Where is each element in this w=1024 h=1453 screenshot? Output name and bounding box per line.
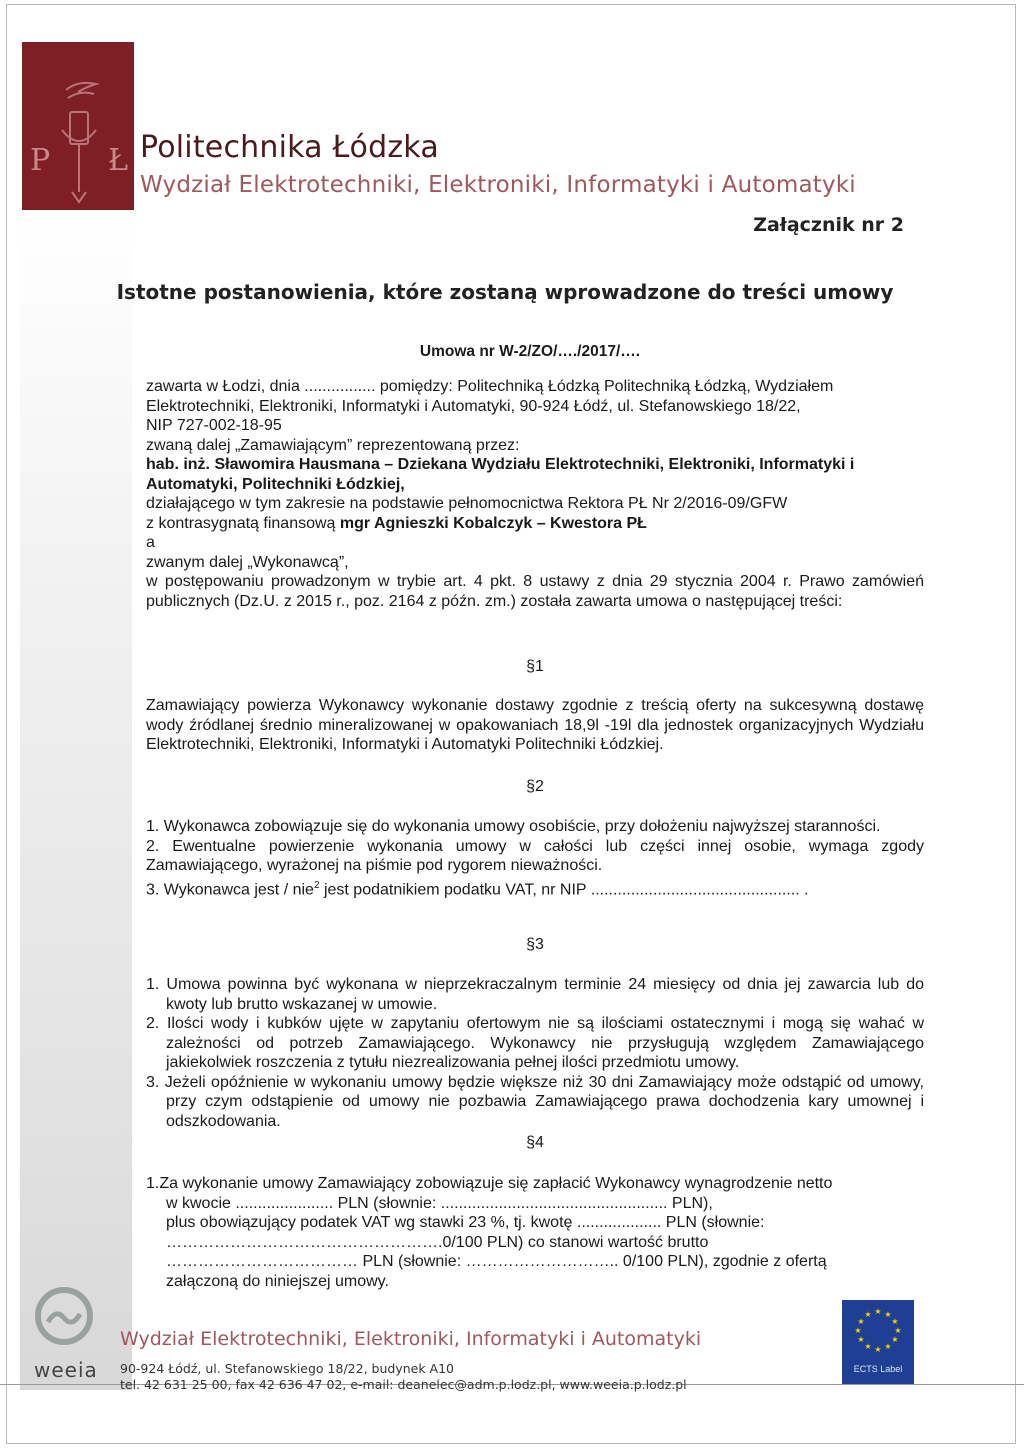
university-logo: [22, 42, 134, 210]
section-2-list: [146, 817, 924, 899]
section-2-item-2: 2. Ewentualne powierzenie wykonania umowy w całości lub części innej osobie, wymaga zgody Zamawiającego, wyrażonej na piśmie pod rygorem nieważności.: [146, 837, 924, 874]
section-3-item-3: 3. Jeżeli opóźnienie w wykonaniu umowy będzie większe niż 30 dni Zamawiający może odstąpić od umowy, przy czym odstąpienie od umowy nie pozbawia Zamawiającego prawa dochodzenia kary umownej i odszkodowania.: [146, 1073, 924, 1130]
footnote-marker: 2: [313, 879, 320, 891]
svg-text:★: ★: [894, 1326, 902, 1335]
ects-label-text: ECTS Label: [853, 1364, 903, 1374]
contract-intro: [146, 377, 924, 611]
svg-text:★: ★: [854, 1326, 862, 1335]
section-4-line-2: w kwocie ...................... PLN (słownie: ................................................... PLN),: [166, 1194, 713, 1212]
attachment-label: Załącznik nr 2: [753, 214, 904, 236]
svg-text:★: ★: [891, 1335, 899, 1344]
section-3-list: [146, 975, 924, 1131]
svg-text:★: ★: [864, 1342, 872, 1351]
footer-faculty: Wydział Elektrotechniki, Elektroniki, Informatyki i Automatyki: [120, 1328, 702, 1350]
countersign-name: mgr Agnieszki Kobalczyk – Kwestora PŁ: [339, 514, 647, 532]
section-4-line-6: załączoną do niniejszej umowy.: [166, 1272, 389, 1290]
section-1-text: Zamawiający powierza Wykonawcy wykonanie dostawy zgodnie z treścią oferty na sukcesywną dostawę wody źródlanej średnio mineralizowanej w opakowaniach 18,9l -19l dla jednostek organizacyjnych Wydziału Elektrotechniki, Elektroniki, Informatyki i Automatyki Politechniki Łódzkiej.: [146, 697, 924, 753]
svg-text:P: P: [30, 143, 51, 178]
faculty-name: Wydział Elektrotechniki, Elektroniki, Informatyki i Automatyki: [140, 172, 856, 198]
procedure-paragraph: w postępowaniu prowadzonym w trybie art. 4 pkt. 8 ustawy z dnia 29 stycznia 2004 r. Prawo zamówień publicznych (Dz.U. z 2015 r., poz. 2164 z późn. zm.) została zawarta umowa o następującej treści:: [146, 573, 924, 610]
svg-text:★: ★: [874, 1307, 882, 1316]
footer-contact: tel. 42 631 25 00, fax 42 636 47 02, e-mail: deanelec@adm.p.lodz.pl, www.weeia.p.lodz.pl: [120, 1377, 687, 1392]
countersign-line: [146, 514, 924, 534]
contract-number: Umowa nr W-2/ZO/…./2017/….: [419, 343, 641, 360]
svg-text:Ł: Ł: [108, 143, 129, 178]
contractor-line: zwanym dalej „Wykonawcą”,: [146, 553, 349, 571]
section-3-heading: §3: [526, 936, 544, 953]
section-2-item-1: 1. Wykonawca zobowiązuje się do wykonania umowy osobiście, przy dołożeniu najwyższej staranności.: [146, 818, 881, 835]
document-title: Istotne postanowienia, które zostaną wprowadzone do treści umowy: [116, 280, 894, 304]
representative-line: hab. inż. Sławomira Hausmana – Dziekana Wydziału Elektrotechniki, Elektroniki, Informatyki i Automatyki, Politechniki Łódzkiej,: [146, 456, 855, 493]
weeia-logo: [28, 1282, 106, 1359]
eu-stars-icon: [842, 1300, 914, 1360]
svg-text:★: ★: [884, 1310, 892, 1319]
nip-line: NIP 727-002-18-95: [146, 417, 282, 434]
section-4-line-1: 1.Za wykonanie umowy Zamawiający zobowiązuje się zapłacić Wykonawcy wynagrodzenie netto: [146, 1175, 833, 1192]
parties-line: zawarta w Łodzi, dnia ................ pomiędzy: Politechniką Łódzką Politechniką Łódzką, Wydziałem Elektrotechniki, Elektroniki, Informatyki i Automatyki, 90-924 Łódź, ul. Stefanowskiego 18/22,: [146, 378, 834, 415]
svg-text:★: ★: [857, 1317, 865, 1326]
conjunction-a: a: [146, 534, 155, 551]
vat-nip-text: jest podatnikiem podatku VAT, nr NIP ............................................... .: [319, 880, 809, 898]
section-4-text: [146, 1174, 924, 1291]
side-gradient-strip: [20, 210, 132, 1390]
svg-text:★: ★: [884, 1342, 892, 1351]
section-2-item-3: [146, 876, 924, 900]
svg-text:★: ★: [891, 1317, 899, 1326]
university-name: Politechnika Łódzka: [140, 130, 439, 165]
section-2-heading: §2: [526, 778, 544, 795]
ects-label-badge: [842, 1300, 914, 1384]
svg-text:★: ★: [864, 1310, 872, 1319]
section-3-item-2: 2. Ilości wody i kubków ujęte w zapytaniu ofertowym nie są ilościami ostatecznymi i mogą się wahać w zależności od potrzeb Zamawiającego. Wykonawcy nie przysługują względem Zamawiającego jakiekolwiek roszczenia z tytułu niezrealizowania pełnej ilości przedmiotu umowy.: [146, 1015, 924, 1071]
footer-address: 90-924 Łódź, ul. Stefanowskiego 18/22, budynek A10: [120, 1361, 454, 1376]
vat-status-text: 3. Wykonawca jest / nie: [146, 880, 314, 898]
weeia-logo-text: weeia: [34, 1358, 98, 1382]
svg-text:★: ★: [857, 1335, 865, 1344]
section-3-item-1: 1. Umowa powinna być wykonana w nieprzekraczalnym terminie 24 miesięcy od dnia jej zawarcia lub do kwoty lub brutto wskazanej w umowie.: [146, 976, 924, 1013]
authorization-line: działającego w tym zakresie na podstawie pełnomocnictwa Rektora PŁ Nr 2/2016-09/GFW: [146, 495, 788, 512]
section-4-line-5: ……………………………… PLN (słownie: ……………………….. 0/100 PLN), zgodnie z ofertą: [166, 1253, 827, 1270]
section-4-line-4: …………………………………………….0/100 PLN) co stanowi wartość brutto: [166, 1233, 709, 1251]
section-4-line-3: plus obowiązujący podatek VAT wg stawki 23 %, tj. kwotę ................... PLN (słownie:: [166, 1214, 765, 1231]
section-4-heading: §4: [526, 1134, 544, 1151]
svg-text:★: ★: [874, 1345, 882, 1354]
section-1-heading: §1: [526, 658, 544, 675]
countersign-prefix: z kontrasygnatą finansową: [146, 514, 340, 532]
ordering-party-line: zwaną dalej „Zamawiającym” reprezentowaną przez:: [146, 436, 520, 454]
